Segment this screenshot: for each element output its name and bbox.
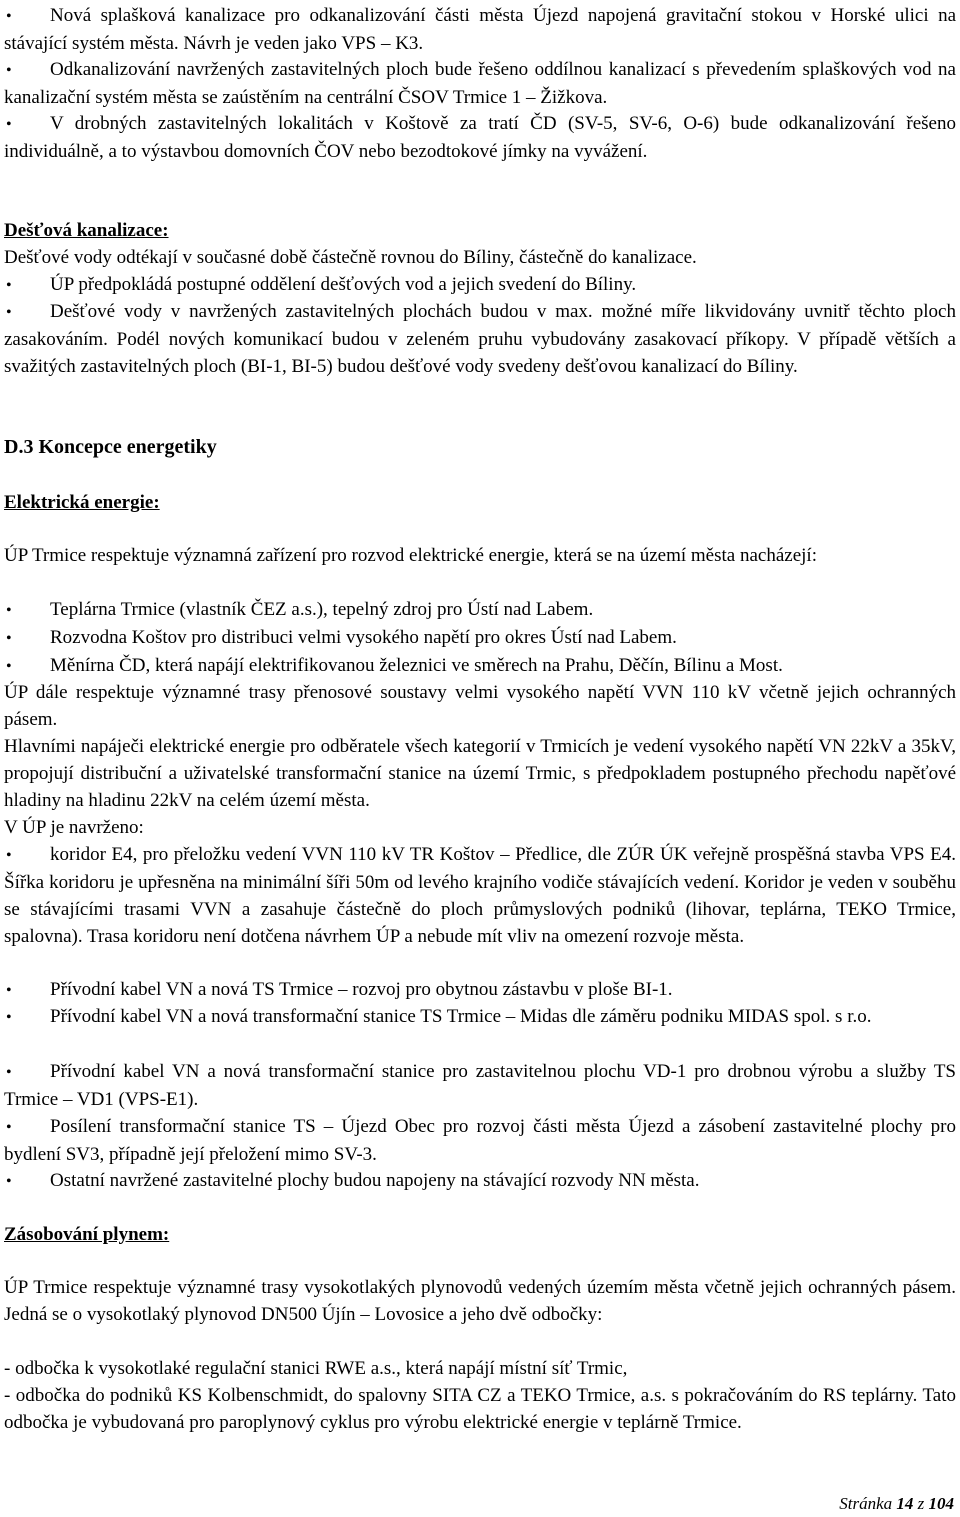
list-item: •Teplárna Trmice (vlastník ČEZ a.s.), tepelný zdroj pro Ústí nad Labem.	[4, 596, 956, 624]
list-item: •Posílení transformační stanice TS – Újezd Obec pro rozvoj části města Újezd a zásobení zastavitelné plochy pro bydlení SV3, případně její přeložení mimo SV-3.	[4, 1113, 956, 1168]
paragraph: ÚP dále respektuje významné trasy přenosové soustavy velmi vysokého napětí VVN 110 kV včetně jejich ochranných pásem.	[4, 682, 956, 730]
bullet-icon	[4, 2, 50, 30]
bullet-icon	[4, 841, 50, 869]
bullet-icon	[4, 56, 50, 84]
list-item: •Přívodní kabel VN a nová TS Trmice – rozvoj pro obytnou zástavbu v ploše BI-1.	[4, 976, 956, 1004]
bullet-icon	[4, 110, 50, 138]
section-heading: Elektrická energie:	[4, 492, 160, 513]
list-item: •V drobných zastavitelných lokalitách v Koštově za tratí ČD (SV-5, SV-6, O-6) bude odkanalizování řešeno individuálně, a to výstavbou domovních ČOV nebo bezodtokové jímky na vyvážení.	[4, 110, 956, 165]
bullet-icon	[4, 976, 50, 1004]
list-item: •Odkanalizování navržených zastavitelných ploch bude řešeno oddílnou kanalizací s převedením splaškových vod na kanalizační systém města se zaústěním na centrální ČSOV Trmice 1 – Žižkova.	[4, 56, 956, 111]
list-item: •Přívodní kabel VN a nová transformační stanice pro zastavitelnou plochu VD-1 pro drobnou výrobu a služby TS Trmice – VD1 (VPS-E1).	[4, 1058, 956, 1113]
list-item: •ÚP předpokládá postupné oddělení dešťových vod a jejich svedení do Bíliny.	[4, 271, 956, 299]
list-item: •Přívodní kabel VN a nová transformační stanice TS Trmice – Midas dle záměru podniku MIDAS spol. s r.o.	[4, 1003, 956, 1031]
paragraph: - odbočka k vysokotlaké regulační stanici RWE a.s., která napájí místní síť Trmic,	[4, 1358, 628, 1379]
list-item: •Rozvodna Koštov pro distribuci velmi vysokého napětí pro okres Ústí nad Labem.	[4, 624, 956, 652]
bullet-icon	[4, 624, 50, 652]
bullet-icon	[4, 1113, 50, 1141]
paragraph: Dešťové vody odtékají v současné době částečně rovnou do Bíliny, částečně do kanalizace.	[4, 247, 697, 268]
bullet-icon	[4, 596, 50, 624]
bullet-icon	[4, 1003, 50, 1031]
section-heading: Dešťová kanalizace:	[4, 220, 169, 241]
paragraph: V ÚP je navrženo:	[4, 817, 144, 838]
page-number: Stránka 14 z 104	[839, 1494, 954, 1513]
list-item: •Dešťové vody v navržených zastavitelných plochách budou v max. možné míře likvidovány uvnitř těchto ploch zasakováním. Podél nových komunikací budou v zeleném pruhu vybudovány zasakovací příkopy. V případě větších a svažitých zastavitelných ploch (BI-1, BI-5) budou dešťové vody svedeny dešťovou kanalizací do Bíliny.	[4, 298, 956, 380]
bullet-icon	[4, 298, 50, 326]
section-heading: Zásobování plynem:	[4, 1224, 170, 1245]
page-title: D.3 Koncepce energetiky	[4, 436, 217, 458]
list-item: •Nová splašková kanalizace pro odkanalizování části města Újezd napojená gravitační stokou v Horské ulici na stávající systém města. Návrh je veden jako VPS – K3.	[4, 2, 956, 57]
list-item: •koridor E4, pro přeložku vedení VVN 110 kV TR Koštov – Předlice, dle ZÚR ÚK veřejně prospěšná stavba VPS E4. Šířka koridoru je upřesněna na minimální šíři 50m od levého krajního vodiče stávajících vedení. Koridor je veden v souběhu se stávajícími trasami VVN a zasahuje částečně do ploch průmyslových podniků (lihovar, teplárna, TEKO Trmice, spalovna). Trasa koridoru není dotčena návrhem ÚP a nebude mít vliv na omezení rozvoje města.	[4, 841, 956, 950]
bullet-icon	[4, 1058, 50, 1086]
paragraph: - odbočka do podniků KS Kolbenschmidt, do spalovny SITA CZ a TEKO Trmice, a.s. s pokračováním do RS teplárny. Tato odbočka je vybudovaná pro paroplynový cyklus pro výrobu elektrické energie v teplárně Trmice.	[4, 1385, 956, 1433]
bullet-icon	[4, 652, 50, 680]
list-item: •Měnírna ČD, která napájí elektrifikovanou železnici ve směrech na Prahu, Děčín, Bílinu a Most.	[4, 652, 956, 680]
bullet-icon	[4, 271, 50, 299]
paragraph: ÚP Trmice respektuje významné trasy vysokotlakých plynovodů vedených územím města včetně jejich ochranných pásem. Jedná se o vysokotlaký plynovod DN500 Újín – Lovosice a jeho dvě odbočky:	[4, 1277, 956, 1325]
paragraph: ÚP Trmice respektuje významná zařízení pro rozvod elektrické energie, která se na území města nacházejí:	[4, 545, 817, 566]
bullet-icon	[4, 1167, 50, 1195]
paragraph: Hlavními napáječi elektrické energie pro odběratele všech kategorií v Trmicích je vedení vysokého napětí VN 22kV a 35kV, propojují distribuční a uživatelské transformační stanice na území Trmic, s předpokladem postupného přechodu napěťové hladiny na hladinu 22kV na celém území města.	[4, 736, 956, 811]
list-item: •Ostatní navržené zastavitelné plochy budou napojeny na stávající rozvody NN města.	[4, 1167, 956, 1195]
